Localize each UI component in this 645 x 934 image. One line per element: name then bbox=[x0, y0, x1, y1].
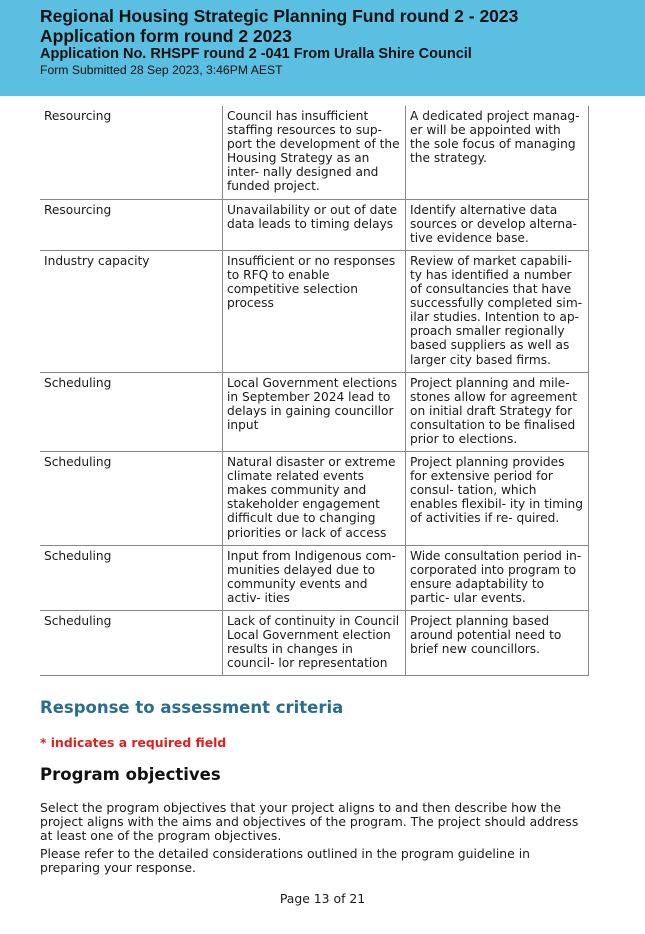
application-number: Application No. RHSPF round 2 -041 From Uralla Shire Council bbox=[40, 46, 472, 62]
submitted-date: Form Submitted 28 Sep 2023, 3:46PM AEST bbox=[40, 63, 283, 77]
table-row bbox=[40, 250, 589, 372]
risk-category-cell: Industry capacity bbox=[40, 250, 223, 372]
risk-mitigation-cell: Wide consultation period in- corporated into program to ensure adaptability to partic- ular events. bbox=[406, 545, 589, 610]
program-objectives-guideline-note: Please refer to the detailed considerations outlined in the program guideline in preparing your response. bbox=[40, 846, 530, 876]
risk-category-cell: Scheduling bbox=[40, 611, 223, 676]
table-row bbox=[40, 106, 589, 199]
required-field-note: * indicates a required field bbox=[40, 735, 227, 750]
section-title: Response to assessment criteria bbox=[40, 698, 344, 717]
risk-table bbox=[40, 106, 589, 676]
risk-mitigation-cell: Project planning and mile- stones allow for agreement on initial draft Strategy for consultation to be finalised prior to elections. bbox=[406, 372, 589, 451]
risk-category-cell: Scheduling bbox=[40, 452, 223, 546]
risk-mitigation-cell: Identify alternative data sources or develop alterna- tive evidence base. bbox=[406, 199, 589, 250]
risk-description-cell: Council has insufficient staffing resources to sup- port the development of the Housing Strategy as an inter- nally designed and funded project. bbox=[223, 106, 406, 199]
risk-mitigation-cell: A dedicated project manag- er will be appointed with the sole focus of managing the strategy. bbox=[406, 106, 589, 199]
risk-category-cell: Resourcing bbox=[40, 106, 223, 199]
form-subtitle: Application form round 2 2023 bbox=[40, 26, 292, 46]
risk-description-cell: Unavailability or out of date data leads to timing delays bbox=[223, 199, 406, 250]
table-row bbox=[40, 452, 589, 546]
risk-description-cell: Natural disaster or extreme climate related events makes community and stakeholder engagement difficult due to changing priorities or lack of access bbox=[223, 452, 406, 546]
risk-mitigation-cell: Project planning based around potential need to brief new councillors. bbox=[406, 611, 589, 676]
risk-description-cell: Lack of continuity in Council Local Government election results in changes in council- lor representation bbox=[223, 611, 406, 676]
risk-category-cell: Scheduling bbox=[40, 372, 223, 451]
risk-description-cell: Insufficient or no responses to RFQ to enable competitive selection process bbox=[223, 250, 406, 372]
form-title: Regional Housing Strategic Planning Fund round 2 - 2023 bbox=[40, 6, 519, 26]
table-row bbox=[40, 372, 589, 451]
program-objectives-instruction: Select the program objectives that your project aligns to and then describe how the project aligns with the aims and objectives of the program. The project should address at least one of the program objectives. bbox=[40, 800, 579, 844]
table-row bbox=[40, 545, 589, 610]
risk-description-cell: Local Government elections in September 2024 lead to delays in gaining councillor input bbox=[223, 372, 406, 451]
risk-category-cell: Scheduling bbox=[40, 545, 223, 610]
page-header bbox=[0, 0, 645, 96]
risk-category-cell: Resourcing bbox=[40, 199, 223, 250]
risk-description-cell: Input from Indigenous com- munities delayed due to community events and activ- ities bbox=[223, 545, 406, 610]
risk-mitigation-cell: Project planning provides for extensive period for consul- tation, which enables flexibil- ity in timing of activities if re- quired. bbox=[406, 452, 589, 546]
table-row bbox=[40, 611, 589, 676]
risk-mitigation-cell: Review of market capabili- ty has identified a number of consultancies that have successfully completed sim- ilar studies. Intention to ap- proach smaller regionally based suppliers as well as larger city based firms. bbox=[406, 250, 589, 372]
program-objectives-heading: Program objectives bbox=[40, 765, 221, 784]
page-number: Page 13 of 21 bbox=[279, 891, 366, 906]
table-row bbox=[40, 199, 589, 250]
